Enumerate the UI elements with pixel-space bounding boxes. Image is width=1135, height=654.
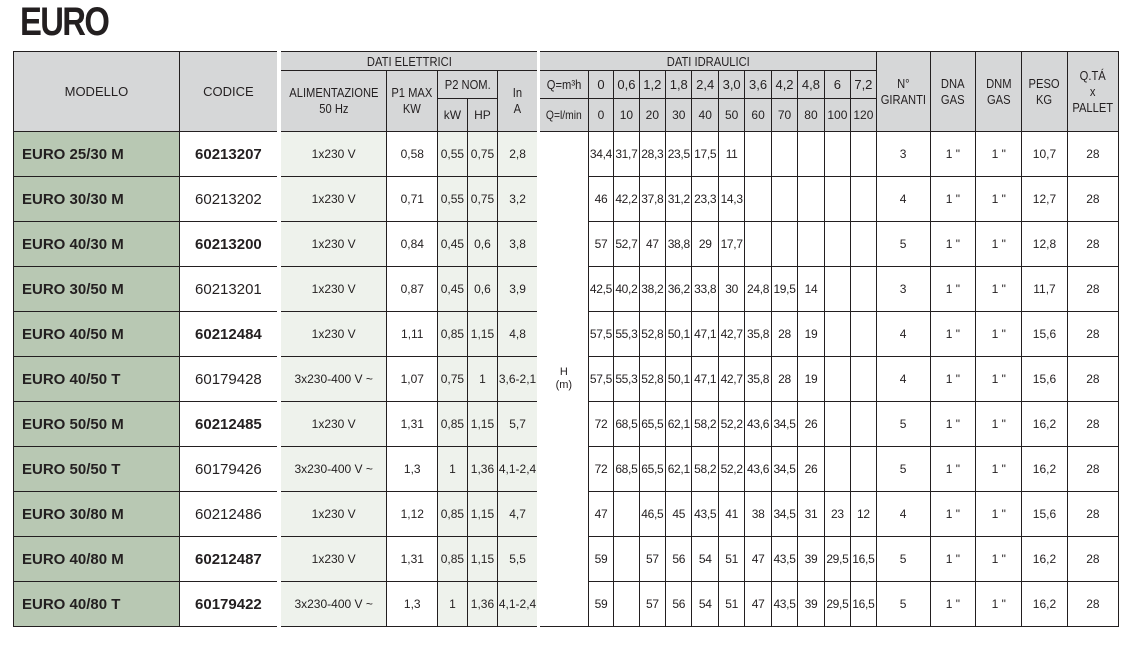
cell-peso: 12,8 <box>1022 222 1068 267</box>
cell-head-value: 43,5 <box>692 492 718 537</box>
cell-head-value: 34,5 <box>771 447 797 492</box>
header-giranti: N° GIRANTI <box>876 52 930 132</box>
cell-alimentazione: 3x230-400 V ~ <box>279 582 387 627</box>
cell-head-value: 23 <box>824 492 850 537</box>
cell-head-value: 52,2 <box>718 402 744 447</box>
cell-head-value: 17,7 <box>718 222 744 267</box>
cell-head-value <box>851 222 877 267</box>
cell-head-value: 58,2 <box>692 402 718 447</box>
cell-peso: 11,7 <box>1022 267 1068 312</box>
q-lmin-8: 80 <box>798 99 824 132</box>
cell-modello: EURO 40/30 M <box>14 222 180 267</box>
cell-head-value: 35,8 <box>745 357 771 402</box>
q-lmin-9: 100 <box>824 99 850 132</box>
cell-head-value <box>614 537 639 582</box>
cell-head-value: 42,7 <box>718 357 744 402</box>
q-lmin-3: 30 <box>666 99 692 132</box>
cell-codice: 60212486 <box>179 492 279 537</box>
q-m3h-2: 1,2 <box>639 71 665 99</box>
cell-peso: 16,2 <box>1022 537 1068 582</box>
cell-qta: 28 <box>1067 312 1118 357</box>
cell-head-value <box>851 177 877 222</box>
cell-head-value: 12 <box>851 492 877 537</box>
cell-head-value <box>824 357 850 402</box>
cell-head-value <box>771 177 797 222</box>
cell-dna: 1 " <box>930 222 976 267</box>
cell-p1: 0,71 <box>387 177 438 222</box>
cell-head-value: 57,5 <box>588 357 613 402</box>
q-m3h-10: 7,2 <box>851 71 877 99</box>
cell-codice: 60179426 <box>179 447 279 492</box>
cell-head-value: 43,6 <box>745 447 771 492</box>
cell-head-value: 37,8 <box>639 177 665 222</box>
cell-head-value: 45 <box>666 492 692 537</box>
cell-head-value <box>851 447 877 492</box>
cell-p2-kw: 0,55 <box>438 132 468 177</box>
cell-head-value: 30 <box>718 267 744 312</box>
cell-dnm: 1 " <box>976 132 1022 177</box>
q-lmin-7: 70 <box>771 99 797 132</box>
cell-head-value: 14,3 <box>718 177 744 222</box>
cell-qta: 28 <box>1067 537 1118 582</box>
cell-head-value: 19 <box>798 312 824 357</box>
cell-head-value: 68,5 <box>614 402 639 447</box>
cell-head-value: 16,5 <box>851 582 877 627</box>
cell-p1: 0,87 <box>387 267 438 312</box>
cell-head-value: 54 <box>692 582 718 627</box>
cell-head-value: 72 <box>588 447 613 492</box>
cell-p2-hp: 0,6 <box>467 267 498 312</box>
cell-giranti: 5 <box>876 447 930 492</box>
cell-head-value: 36,2 <box>666 267 692 312</box>
cell-head-value: 16,5 <box>851 537 877 582</box>
cell-head-value: 50,1 <box>666 357 692 402</box>
cell-head-value: 31 <box>798 492 824 537</box>
cell-head-value: 43,6 <box>745 402 771 447</box>
cell-modello: EURO 30/80 M <box>14 492 180 537</box>
cell-head-value: 34,5 <box>771 492 797 537</box>
header-in: In A <box>498 71 539 132</box>
cell-head-value <box>824 267 850 312</box>
header-p2-hp: HP <box>467 99 498 132</box>
header-codice: CODICE <box>179 52 279 132</box>
cell-head-value: 68,5 <box>614 447 639 492</box>
cell-head-value: 26 <box>798 447 824 492</box>
cell-dna: 1 " <box>930 402 976 447</box>
cell-head-value <box>614 492 639 537</box>
cell-peso: 16,2 <box>1022 447 1068 492</box>
cell-dna: 1 " <box>930 357 976 402</box>
cell-p2-kw: 0,75 <box>438 357 468 402</box>
cell-modello: EURO 30/30 M <box>14 177 180 222</box>
cell-head-value: 19 <box>798 357 824 402</box>
cell-p1: 1,3 <box>387 447 438 492</box>
cell-head-value: 47 <box>745 582 771 627</box>
cell-head-value <box>851 132 877 177</box>
cell-head-value: 47 <box>588 492 613 537</box>
cell-head-value: 56 <box>666 537 692 582</box>
cell-head-value <box>824 402 850 447</box>
cell-p2-kw: 0,55 <box>438 177 468 222</box>
cell-head-value: 47 <box>639 222 665 267</box>
cell-p1: 1,07 <box>387 357 438 402</box>
cell-head-value: 52,8 <box>639 357 665 402</box>
cell-p1: 1,3 <box>387 582 438 627</box>
cell-dnm: 1 " <box>976 357 1022 402</box>
cell-codice: 60213201 <box>179 267 279 312</box>
cell-in: 2,8 <box>498 132 539 177</box>
cell-head-value: 29 <box>692 222 718 267</box>
cell-p2-kw: 0,85 <box>438 312 468 357</box>
cell-head-value: 11 <box>718 132 744 177</box>
cell-in: 5,7 <box>498 402 539 447</box>
q-m3h-9: 6 <box>824 71 850 99</box>
cell-head-value: 14 <box>798 267 824 312</box>
cell-head-value: 47 <box>745 537 771 582</box>
cell-alimentazione: 1x230 V <box>279 267 387 312</box>
cell-dnm: 1 " <box>976 537 1022 582</box>
cell-giranti: 5 <box>876 222 930 267</box>
cell-head-value: 46 <box>588 177 613 222</box>
cell-in: 4,8 <box>498 312 539 357</box>
cell-alimentazione: 1x230 V <box>279 177 387 222</box>
cell-dna: 1 " <box>930 132 976 177</box>
cell-head-value: 23,3 <box>692 177 718 222</box>
cell-qta: 28 <box>1067 267 1118 312</box>
cell-dnm: 1 " <box>976 447 1022 492</box>
cell-codice: 60179428 <box>179 357 279 402</box>
cell-head-value <box>745 177 771 222</box>
cell-alimentazione: 1x230 V <box>279 312 387 357</box>
cell-head-value: 28 <box>771 357 797 402</box>
q-m3h-8: 4,8 <box>798 71 824 99</box>
cell-qta: 28 <box>1067 177 1118 222</box>
cell-head-value: 55,3 <box>614 357 639 402</box>
cell-head-value: 62,1 <box>666 402 692 447</box>
cell-head-value: 59 <box>588 537 613 582</box>
cell-head-value: 35,8 <box>745 312 771 357</box>
cell-modello: EURO 50/50 M <box>14 402 180 447</box>
cell-alimentazione: 1x230 V <box>279 222 387 267</box>
cell-peso: 10,7 <box>1022 132 1068 177</box>
cell-head-value: 65,5 <box>639 402 665 447</box>
cell-head-value: 42,2 <box>614 177 639 222</box>
cell-modello: EURO 40/80 M <box>14 537 180 582</box>
cell-qta: 28 <box>1067 222 1118 267</box>
cell-head-value <box>798 222 824 267</box>
cell-p1: 0,84 <box>387 222 438 267</box>
cell-giranti: 3 <box>876 267 930 312</box>
cell-head-value: 38 <box>745 492 771 537</box>
cell-head-value: 59 <box>588 582 613 627</box>
cell-head-value: 58,2 <box>692 447 718 492</box>
cell-p2-kw: 0,85 <box>438 402 468 447</box>
cell-p1: 1,12 <box>387 492 438 537</box>
q-lmin-4: 40 <box>692 99 718 132</box>
cell-head-value: 39 <box>798 582 824 627</box>
q-m3h-3: 1,8 <box>666 71 692 99</box>
cell-head-value: 72 <box>588 402 613 447</box>
cell-modello: EURO 40/50 M <box>14 312 180 357</box>
cell-dnm: 1 " <box>976 402 1022 447</box>
cell-p2-hp: 0,6 <box>467 222 498 267</box>
cell-peso: 16,2 <box>1022 582 1068 627</box>
cell-head-value: 34,5 <box>771 402 797 447</box>
cell-in: 4,1-2,4 <box>498 582 539 627</box>
cell-dna: 1 " <box>930 582 976 627</box>
cell-alimentazione: 1x230 V <box>279 492 387 537</box>
cell-p2-hp: 0,75 <box>467 177 498 222</box>
cell-dnm: 1 " <box>976 177 1022 222</box>
header-q-lmin: Q=l/min <box>538 99 588 132</box>
cell-head-value: 55,3 <box>614 312 639 357</box>
q-m3h-5: 3,0 <box>718 71 744 99</box>
cell-head-value <box>824 177 850 222</box>
header-p2-kw: kW <box>438 99 468 132</box>
cell-giranti: 4 <box>876 357 930 402</box>
cell-head-value: 42,7 <box>718 312 744 357</box>
cell-head-value: 57 <box>639 582 665 627</box>
q-lmin-10: 120 <box>851 99 877 132</box>
cell-in: 3,9 <box>498 267 539 312</box>
cell-dna: 1 " <box>930 312 976 357</box>
cell-giranti: 4 <box>876 492 930 537</box>
cell-qta: 28 <box>1067 447 1118 492</box>
cell-in: 4,1-2,4 <box>498 447 539 492</box>
cell-head-value <box>824 132 850 177</box>
cell-codice: 60213200 <box>179 222 279 267</box>
cell-p2-hp: 1,15 <box>467 312 498 357</box>
header-qta: Q.TÁ x PALLET <box>1067 52 1118 132</box>
cell-codice: 60179422 <box>179 582 279 627</box>
cell-p2-hp: 0,75 <box>467 132 498 177</box>
cell-in: 3,8 <box>498 222 539 267</box>
cell-head-value <box>745 132 771 177</box>
cell-p2-hp: 1,15 <box>467 492 498 537</box>
cell-head-value: 26 <box>798 402 824 447</box>
cell-alimentazione: 3x230-400 V ~ <box>279 447 387 492</box>
cell-head-value: 29,5 <box>824 582 850 627</box>
cell-head-value <box>798 132 824 177</box>
cell-dna: 1 " <box>930 492 976 537</box>
cell-alimentazione: 1x230 V <box>279 132 387 177</box>
cell-giranti: 5 <box>876 582 930 627</box>
cell-modello: EURO 40/80 T <box>14 582 180 627</box>
cell-head-value: 57,5 <box>588 312 613 357</box>
cell-alimentazione: 3x230-400 V ~ <box>279 357 387 402</box>
cell-head-value: 65,5 <box>639 447 665 492</box>
cell-qta: 28 <box>1067 492 1118 537</box>
cell-head-value: 46,5 <box>639 492 665 537</box>
cell-dnm: 1 " <box>976 267 1022 312</box>
cell-h-unit: H (m) <box>538 132 588 627</box>
header-p2: P2 NOM. <box>438 71 498 99</box>
cell-head-value <box>745 222 771 267</box>
cell-modello: EURO 50/50 T <box>14 447 180 492</box>
cell-head-value: 19,5 <box>771 267 797 312</box>
cell-head-value: 28,3 <box>639 132 665 177</box>
cell-head-value <box>824 312 850 357</box>
cell-peso: 16,2 <box>1022 402 1068 447</box>
header-dati-idraulici: DATI IDRAULICI <box>538 52 876 71</box>
header-peso: PESO KG <box>1022 52 1068 132</box>
cell-head-value: 41 <box>718 492 744 537</box>
cell-head-value <box>851 402 877 447</box>
cell-head-value: 38,8 <box>666 222 692 267</box>
cell-p1: 1,11 <box>387 312 438 357</box>
cell-qta: 28 <box>1067 582 1118 627</box>
cell-head-value: 50,1 <box>666 312 692 357</box>
header-dati-elettrici: DATI ELETTRICI <box>279 52 538 71</box>
header-modello: MODELLO <box>14 52 180 132</box>
cell-p2-hp: 1 <box>467 357 498 402</box>
cell-p2-kw: 1 <box>438 582 468 627</box>
cell-head-value: 56 <box>666 582 692 627</box>
cell-head-value <box>771 222 797 267</box>
header-dnm: DNM GAS <box>976 52 1022 132</box>
cell-head-value <box>851 312 877 357</box>
cell-head-value <box>614 582 639 627</box>
cell-head-value: 29,5 <box>824 537 850 582</box>
header-alimentazione: ALIMENTAZIONE 50 Hz <box>279 71 387 132</box>
cell-peso: 15,6 <box>1022 312 1068 357</box>
cell-head-value: 52,2 <box>718 447 744 492</box>
cell-peso: 12,7 <box>1022 177 1068 222</box>
cell-head-value <box>851 267 877 312</box>
cell-p2-kw: 1 <box>438 447 468 492</box>
cell-modello: EURO 30/50 M <box>14 267 180 312</box>
header-dna: DNA GAS <box>930 52 976 132</box>
q-m3h-1: 0,6 <box>614 71 639 99</box>
cell-head-value: 57 <box>588 222 613 267</box>
cell-head-value: 54 <box>692 537 718 582</box>
cell-giranti: 5 <box>876 402 930 447</box>
cell-dna: 1 " <box>930 447 976 492</box>
cell-dnm: 1 " <box>976 492 1022 537</box>
cell-in: 4,7 <box>498 492 539 537</box>
q-m3h-4: 2,4 <box>692 71 718 99</box>
cell-alimentazione: 1x230 V <box>279 537 387 582</box>
cell-giranti: 5 <box>876 537 930 582</box>
cell-head-value: 34,4 <box>588 132 613 177</box>
cell-p2-kw: 0,85 <box>438 492 468 537</box>
cell-head-value: 47,1 <box>692 312 718 357</box>
cell-p1: 1,31 <box>387 402 438 447</box>
cell-dna: 1 " <box>930 177 976 222</box>
cell-p2-kw: 0,85 <box>438 537 468 582</box>
cell-head-value: 24,8 <box>745 267 771 312</box>
cell-codice: 60212487 <box>179 537 279 582</box>
cell-head-value: 42,5 <box>588 267 613 312</box>
header-q-m3h: Q=m³h <box>538 71 588 99</box>
cell-codice: 60213202 <box>179 177 279 222</box>
cell-in: 3,6-2,1 <box>498 357 539 402</box>
cell-giranti: 4 <box>876 312 930 357</box>
cell-qta: 28 <box>1067 132 1118 177</box>
cell-giranti: 3 <box>876 132 930 177</box>
cell-head-value: 31,2 <box>666 177 692 222</box>
cell-head-value: 40,2 <box>614 267 639 312</box>
cell-head-value: 52,8 <box>639 312 665 357</box>
cell-codice: 60212484 <box>179 312 279 357</box>
page-title: EURO <box>20 0 109 44</box>
cell-head-value: 62,1 <box>666 447 692 492</box>
cell-head-value: 51 <box>718 537 744 582</box>
cell-p2-kw: 0,45 <box>438 267 468 312</box>
cell-in: 5,5 <box>498 537 539 582</box>
cell-p2-hp: 1,36 <box>467 582 498 627</box>
cell-head-value: 28 <box>771 312 797 357</box>
cell-head-value <box>798 177 824 222</box>
cell-codice: 60212485 <box>179 402 279 447</box>
cell-in: 3,2 <box>498 177 539 222</box>
q-m3h-0: 0 <box>588 71 613 99</box>
cell-head-value: 39 <box>798 537 824 582</box>
table-row <box>14 132 1119 177</box>
cell-peso: 15,6 <box>1022 357 1068 402</box>
cell-head-value: 52,7 <box>614 222 639 267</box>
q-lmin-5: 50 <box>718 99 744 132</box>
pump-data-table <box>13 51 1119 627</box>
q-lmin-6: 60 <box>745 99 771 132</box>
cell-p1: 0,58 <box>387 132 438 177</box>
cell-alimentazione: 1x230 V <box>279 402 387 447</box>
cell-modello: EURO 40/50 T <box>14 357 180 402</box>
cell-p2-kw: 0,45 <box>438 222 468 267</box>
cell-head-value <box>824 447 850 492</box>
cell-p2-hp: 1,36 <box>467 447 498 492</box>
cell-head-value: 38,2 <box>639 267 665 312</box>
cell-p2-hp: 1,15 <box>467 537 498 582</box>
cell-modello: EURO 25/30 M <box>14 132 180 177</box>
q-m3h-6: 3,6 <box>745 71 771 99</box>
cell-head-value: 23,5 <box>666 132 692 177</box>
cell-head-value: 17,5 <box>692 132 718 177</box>
table-body <box>14 132 1119 627</box>
cell-p1: 1,31 <box>387 537 438 582</box>
q-lmin-1: 10 <box>614 99 639 132</box>
cell-p2-hp: 1,15 <box>467 402 498 447</box>
q-lmin-2: 20 <box>639 99 665 132</box>
q-lmin-0: 0 <box>588 99 613 132</box>
cell-qta: 28 <box>1067 357 1118 402</box>
cell-head-value <box>771 132 797 177</box>
header-p1: P1 MAX KW <box>387 71 438 132</box>
cell-dnm: 1 " <box>976 222 1022 267</box>
cell-giranti: 4 <box>876 177 930 222</box>
cell-dnm: 1 " <box>976 312 1022 357</box>
cell-codice: 60213207 <box>179 132 279 177</box>
cell-dna: 1 " <box>930 267 976 312</box>
cell-head-value <box>824 222 850 267</box>
cell-dna: 1 " <box>930 537 976 582</box>
cell-head-value: 47,1 <box>692 357 718 402</box>
cell-head-value <box>851 357 877 402</box>
cell-head-value: 33,8 <box>692 267 718 312</box>
cell-head-value: 31,7 <box>614 132 639 177</box>
cell-head-value: 43,5 <box>771 537 797 582</box>
cell-head-value: 51 <box>718 582 744 627</box>
cell-peso: 15,6 <box>1022 492 1068 537</box>
q-m3h-7: 4,2 <box>771 71 797 99</box>
cell-dnm: 1 " <box>976 582 1022 627</box>
cell-qta: 28 <box>1067 402 1118 447</box>
cell-head-value: 43,5 <box>771 582 797 627</box>
cell-head-value: 57 <box>639 537 665 582</box>
